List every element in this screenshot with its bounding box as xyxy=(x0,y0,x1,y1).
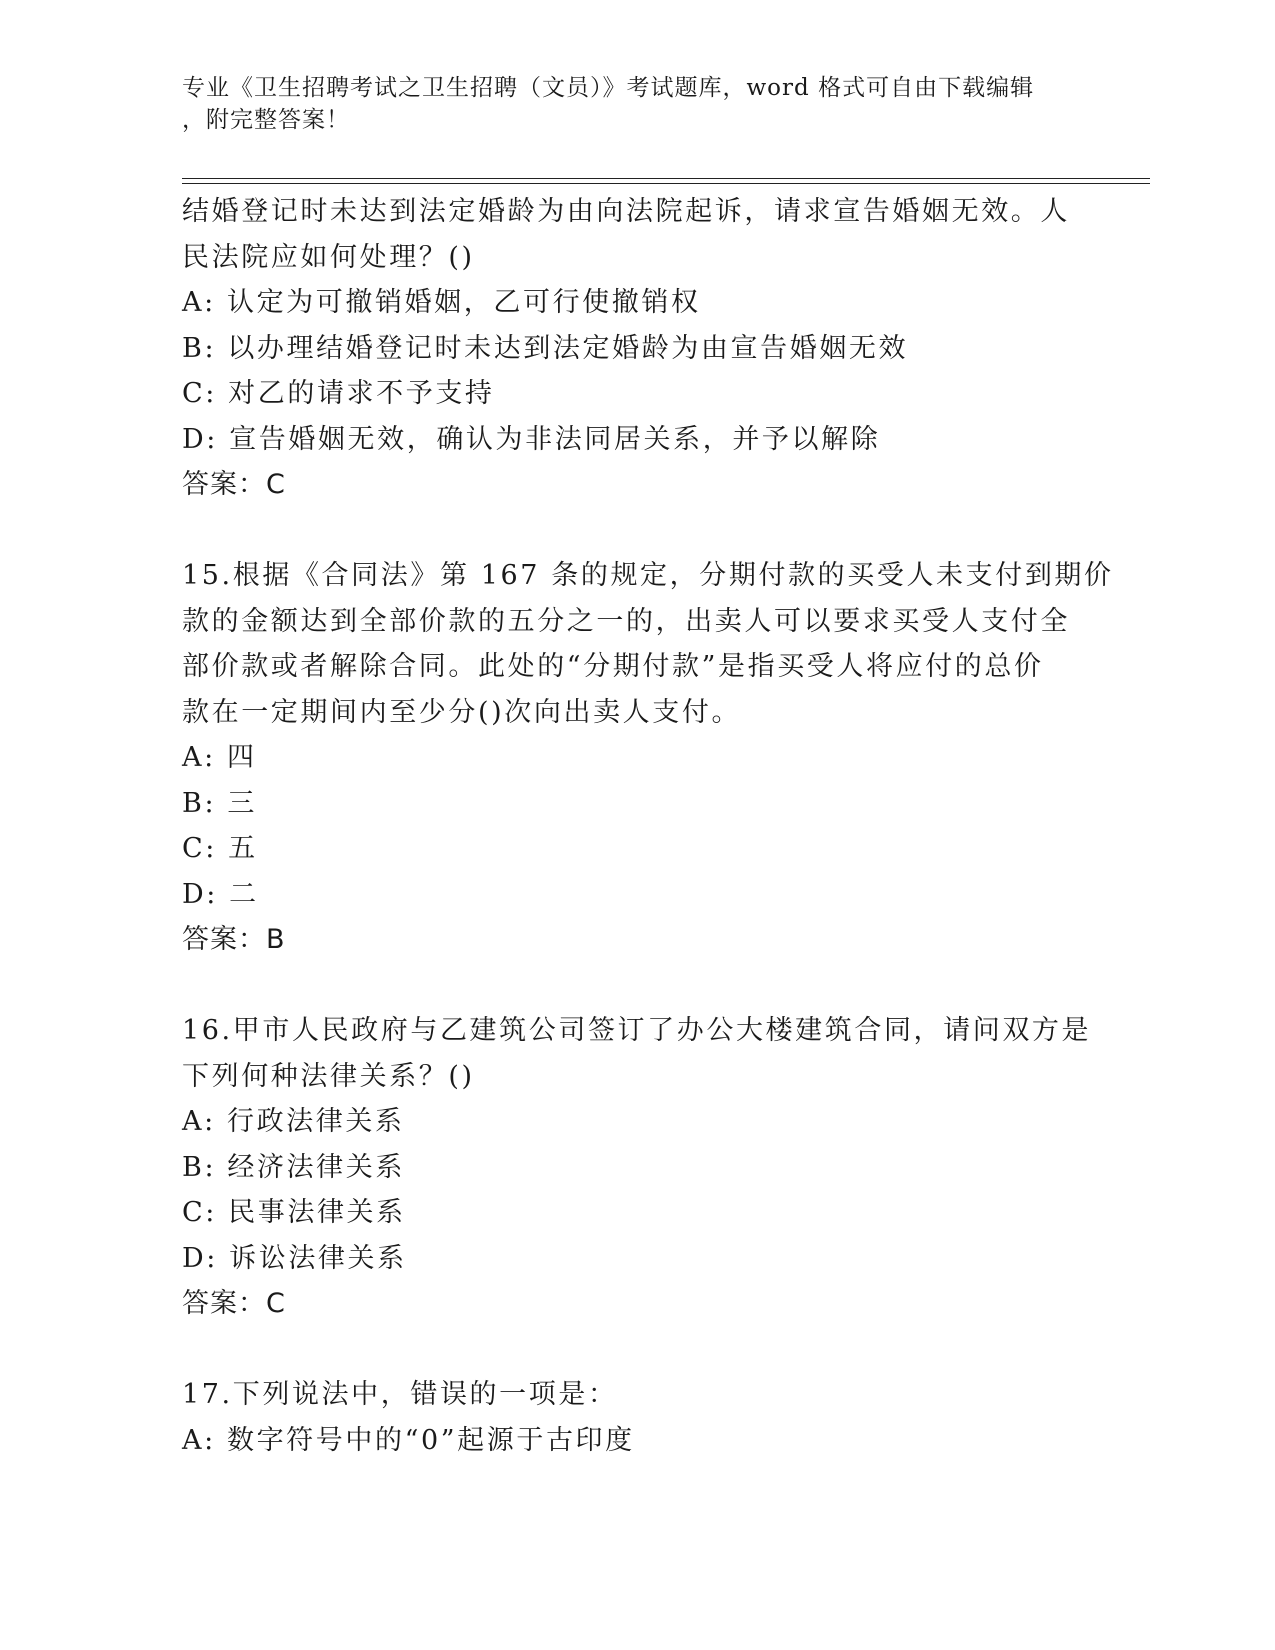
question-14 xyxy=(182,189,1082,508)
question-16-option-d: D: 诉讼法律关系 xyxy=(182,1242,407,1274)
header-rule-bottom xyxy=(182,183,1150,184)
question-15-option-b: B: 三 xyxy=(182,787,257,819)
document-header xyxy=(182,72,1062,136)
question-15-text-line-4: 款在一定期间内至少分()次向出卖人支付。 xyxy=(182,696,742,728)
question-17 xyxy=(182,1372,1082,1463)
question-14-option-d: D: 宣告婚姻无效，确认为非法同居关系，并予以解除 xyxy=(182,423,881,455)
question-17-option-a: A: 数字符号中的“0”起源于古印度 xyxy=(182,1424,635,1456)
question-14-text-line-1: 结婚登记时未达到法定婚龄为由向法院起诉，请求宣告婚姻无效。人 xyxy=(182,196,1070,227)
question-15 xyxy=(182,553,1114,963)
spacer xyxy=(182,963,1082,1009)
question-16-text-line-1: 16.甲市人民政府与乙建筑公司签订了办公大楼建筑合同，请问双方是 xyxy=(182,1015,1092,1046)
question-15-option-c: C: 五 xyxy=(182,833,258,864)
question-14-answer: 答案：C xyxy=(182,469,286,500)
question-16-option-a: A: 行政法律关系 xyxy=(182,1106,405,1137)
question-14-text-line-2: 民法院应如何处理？() xyxy=(182,241,475,273)
question-14-option-a: A: 认定为可撤销婚姻，乙可行使撤销权 xyxy=(182,287,701,318)
question-16-option-c: C: 民事法律关系 xyxy=(182,1197,406,1228)
header-line-2: ，附完整答案！ xyxy=(182,107,350,133)
question-16-text-line-2: 下列何种法律关系？() xyxy=(182,1060,475,1092)
question-15-text-line-2: 款的金额达到全部价款的五分之一的，出卖人可以要求买受人支付全 xyxy=(182,605,1070,637)
header-rule-top xyxy=(182,178,1150,179)
question-17-text-line-1: 17.下列说法中，错误的一项是： xyxy=(182,1379,618,1410)
question-15-answer: 答案：B xyxy=(182,924,286,955)
question-15-text-line-1: 15.根据《合同法》第 167 条的规定，分期付款的买受人未支付到期价 xyxy=(182,560,1114,591)
question-14-option-c: C: 对乙的请求不予支持 xyxy=(182,378,495,409)
question-content xyxy=(182,189,1114,1463)
question-16-option-b: B: 经济法律关系 xyxy=(182,1151,405,1183)
question-15-text-line-3: 部价款或者解除合同。此处的“分期付款”是指买受人将应付的总价 xyxy=(182,651,1044,682)
question-15-option-a: A: 四 xyxy=(182,742,257,773)
question-16 xyxy=(182,1008,1092,1327)
header-line-1: 专业《卫生招聘考试之卫生招聘（文员）》考试题库，word 格式可自由下载编辑 xyxy=(182,75,1035,101)
question-15-option-d: D: 二 xyxy=(182,878,259,910)
question-16-answer: 答案：C xyxy=(182,1288,286,1319)
spacer xyxy=(182,1327,1082,1373)
spacer xyxy=(182,508,1082,554)
question-14-option-b: B: 以办理结婚登记时未达到法定婚龄为由宣告婚姻无效 xyxy=(182,332,909,364)
